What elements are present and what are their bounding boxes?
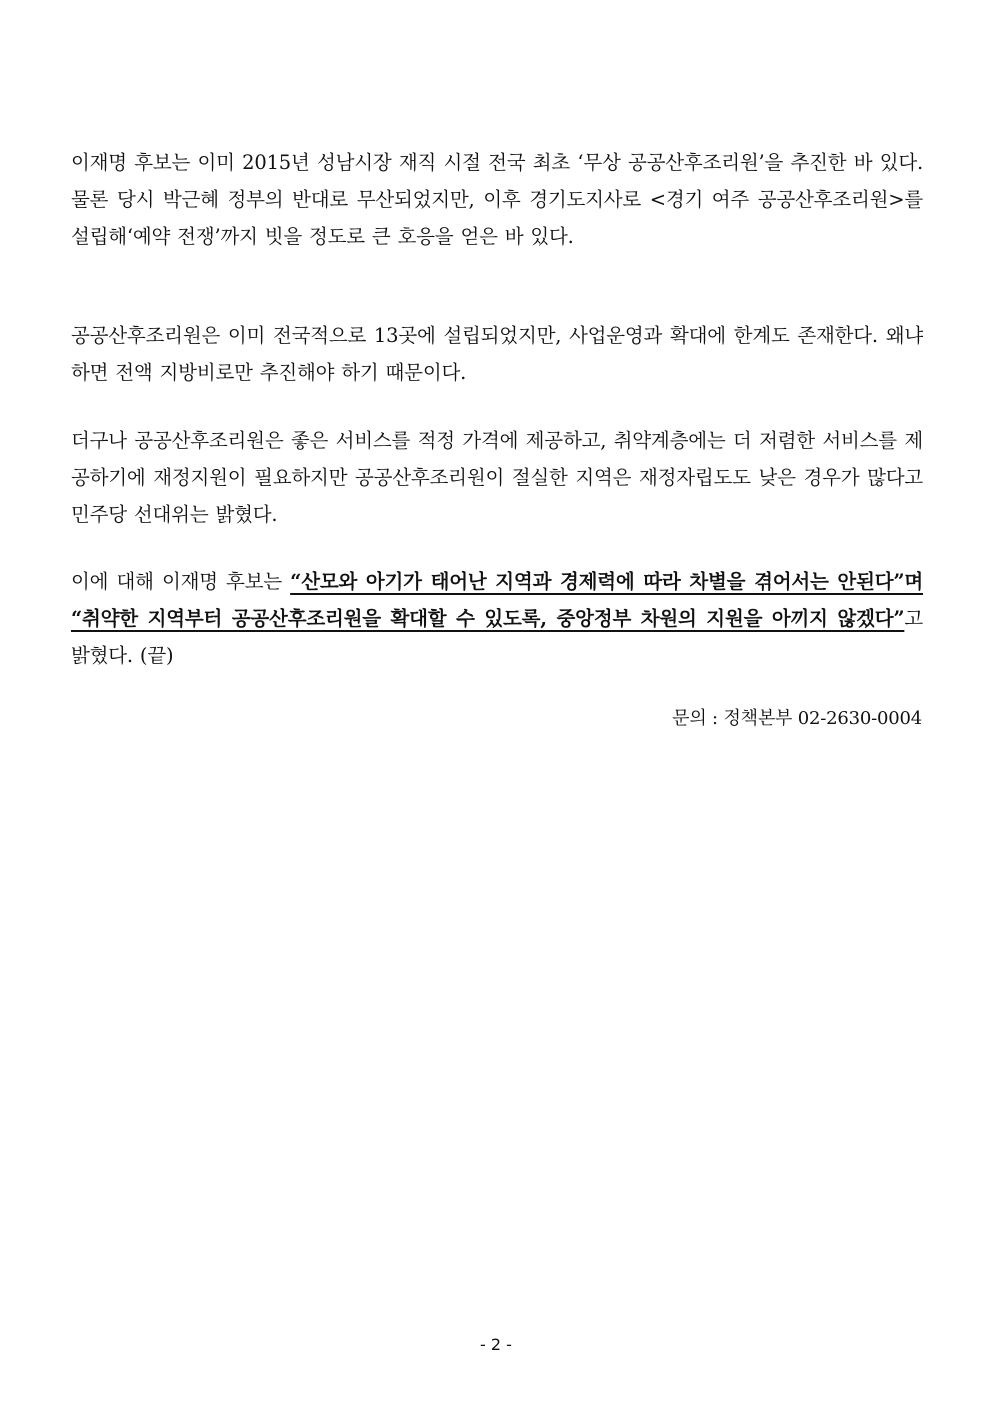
candidate-quote: “산모와 아기가 태어난 지역과 경제력에 따라 차별을 겪어서는 안된다”며 “취약한 지역부터 공공산후조리원을 확대할 수 있도록, 중앙정부 차원의 지원을 아끼지 않겠다” xyxy=(71,570,923,630)
closing-outro: 고 밝혔다. (끝) xyxy=(71,607,923,667)
closing-intro: 이에 대해 이재명 후보는 xyxy=(71,570,291,593)
body-paragraph: 이재명 후보는 이미 2015년 성남시장 재직 시절 전국 최초 ‘무상 공공산후조리원’을 추진한 바 있다. 물론 당시 박근혜 정부의 반대로 무산되었지만, 이후 경기도지사로 <경기 여주 공공산후조리원>를 설립해‘예약 전쟁’까지 빗을 정도로 큰 호응을 얻은 바 있다. xyxy=(71,151,923,248)
body-paragraph: 더구나 공공산후조리원은 좋은 서비스를 적정 가격에 제공하고, 취약계층에는 더 저렴한 서비스를 제공하기에 재정지원이 필요하지만 공공산후조리원이 절실한 지역은 재정자립도도 낮은 경우가 많다고 민주당 선대위는 밝혔다. xyxy=(71,429,923,526)
contact-info: 문의 : 정책본부 02-2630-0004 xyxy=(672,708,922,729)
page-number: - 2 - xyxy=(480,1335,512,1354)
closing-paragraph xyxy=(71,563,923,674)
body-paragraph: 공공산후조리원은 이미 전국적으로 13곳에 설립되었지만, 사업운영과 확대에 한계도 존재한다. 왜냐하면 전액 지방비로만 추진해야 하기 때문이다. xyxy=(71,324,923,384)
